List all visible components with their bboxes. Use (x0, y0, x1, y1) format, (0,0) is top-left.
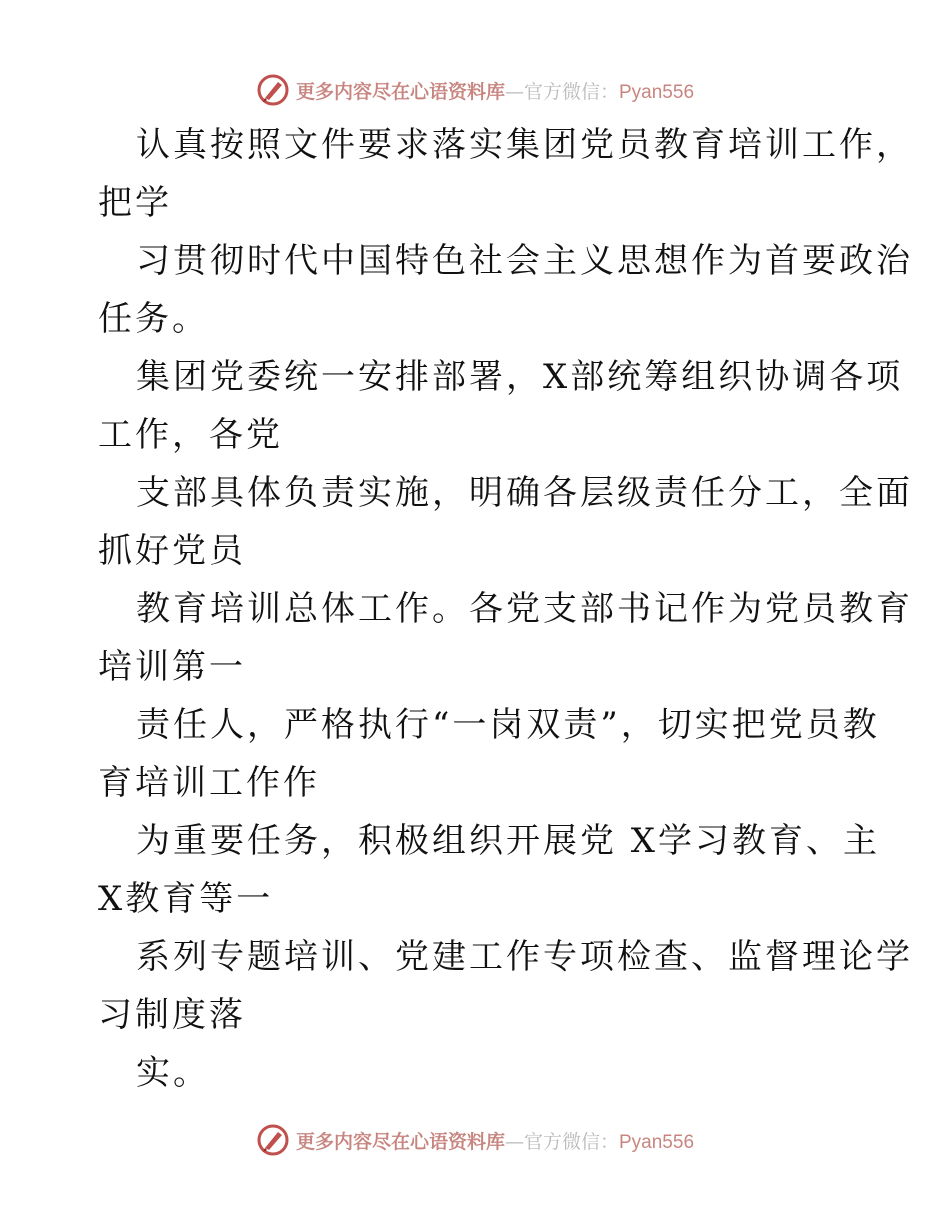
pen-logo-icon (256, 1123, 290, 1157)
body-text-line: 实。 (136, 1053, 210, 1093)
watermark-wechat-label: 官方微信： (523, 80, 619, 103)
watermark-wechat-id: Pyan556 (619, 81, 695, 103)
watermark-brand: 更多内容尽在心语资料库 (295, 80, 505, 103)
body-text-line: 为重要任务，积极组织开展党 X学习教育、主 (136, 821, 881, 861)
watermark-text (296, 1127, 694, 1154)
body-text-line: 系列专题培训、党建工作专项检查、监督理论学 (136, 937, 913, 977)
body-text-line: 把学 (98, 183, 172, 223)
body-text-line: 任务。 (98, 299, 209, 339)
watermark-separator: — (504, 80, 524, 103)
body-text-line: 培训第一 (98, 647, 246, 687)
body-text-line: 责任人，严格执行“一岗双责”，切实把党员教 (136, 705, 880, 745)
body-text-line: 习制度落 (98, 995, 246, 1035)
body-text-line: 集团党委统一安排部署，X部统筹组织协调各项 (136, 357, 904, 397)
header-watermark (0, 70, 950, 110)
watermark-separator: — (504, 1130, 524, 1153)
pen-logo-icon (256, 73, 290, 107)
footer-watermark (0, 1120, 950, 1160)
watermark-wechat-label: 官方微信： (523, 1130, 619, 1153)
document-body (98, 116, 913, 1102)
body-text-line: 支部具体负责实施，明确各层级责任分工，全面 (136, 473, 913, 513)
body-text-line: 抓好党员 (98, 531, 246, 571)
watermark-brand: 更多内容尽在心语资料库 (295, 1130, 505, 1153)
body-text-line: 教育培训总体工作。各党支部书记作为党员教育 (136, 589, 913, 629)
watermark-text (296, 77, 694, 104)
body-text-line: 工作，各党 (98, 415, 283, 455)
body-text-line: 认真按照文件要求落实集团党员教育培训工作， (136, 125, 913, 165)
body-text-line: X教育等一 (98, 879, 274, 919)
body-text-line: 习贯彻时代中国特色社会主义思想作为首要政治 (136, 241, 913, 281)
watermark-wechat-id: Pyan556 (619, 1131, 695, 1153)
body-text-line: 育培训工作作 (98, 763, 320, 803)
